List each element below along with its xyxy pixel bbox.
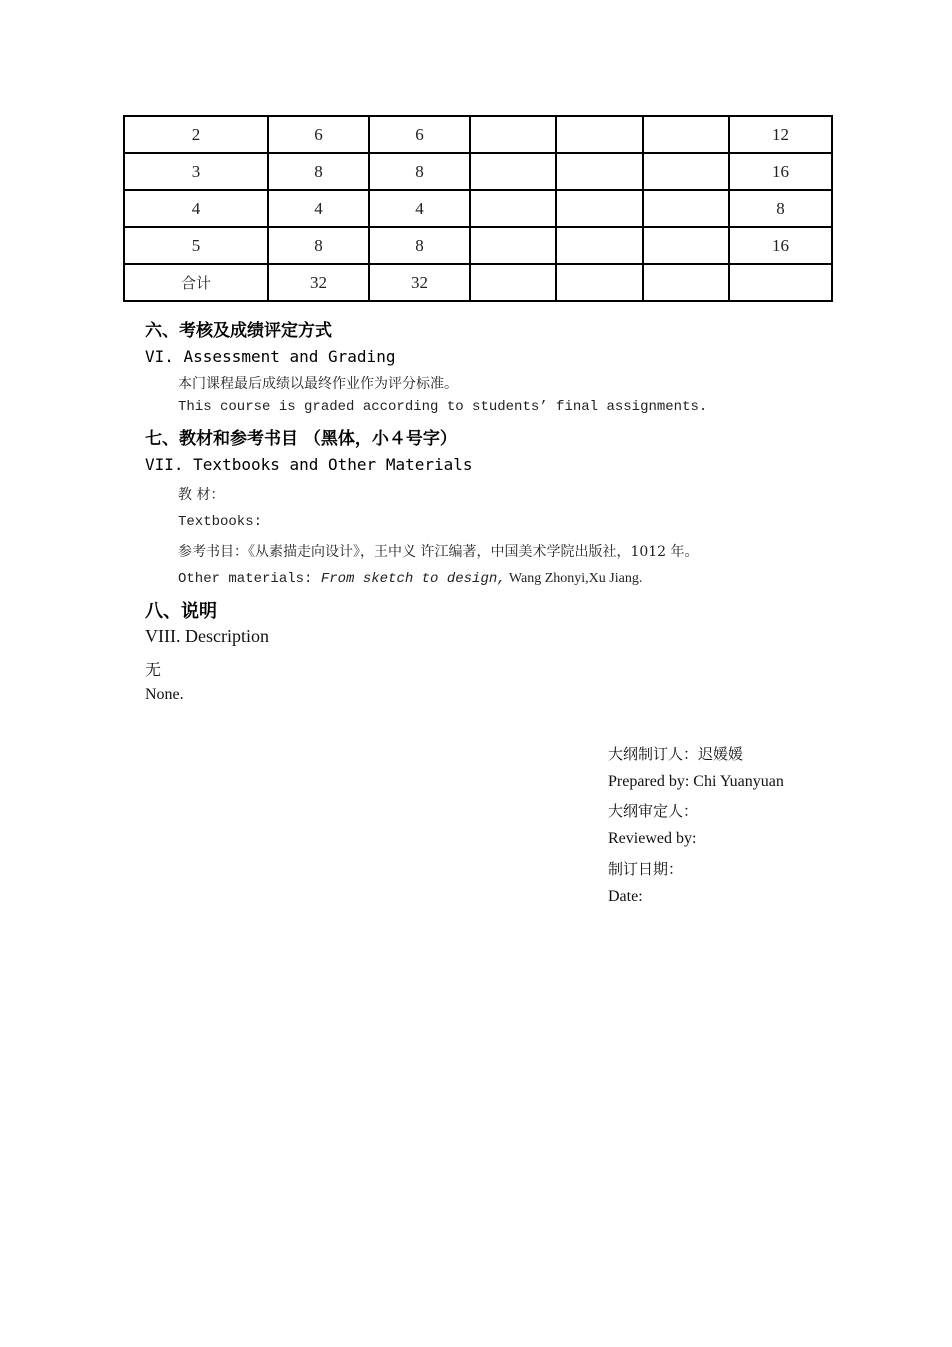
table-cell: 3 [124, 153, 268, 190]
section7-title-cn: 七、教材和参考书目 （黑体，小４号字） [145, 429, 457, 449]
table-cell [470, 116, 556, 153]
prepared-by-cn: 大纲制订人：迟媛媛 [608, 745, 744, 763]
table-cell: 16 [729, 227, 832, 264]
table-cell: 32 [369, 264, 470, 301]
section6-title-cn: 六、考核及成绩评定方式 [145, 321, 332, 341]
table-cell: 8 [268, 153, 369, 190]
reviewed-by-en: Reviewed by: [608, 830, 697, 847]
section6-title-en: VI. Assessment and Grading [145, 347, 396, 366]
table-cell: 8 [729, 190, 832, 227]
section6-body-en: This course is graded according to students’ final assignments. [178, 399, 708, 415]
table-cell [470, 190, 556, 227]
table-cell: 32 [268, 264, 369, 301]
table-cell [470, 227, 556, 264]
table-row [124, 227, 832, 264]
table-cell: 6 [369, 116, 470, 153]
table-cell: 16 [729, 153, 832, 190]
reviewed-by-cn: 大纲审定人： [608, 802, 699, 820]
table-row [124, 264, 832, 301]
reference-cn: 参考书目：《从素描走向设计》，王中义 许江编著，中国美术学院出版社，1012 年。 [178, 544, 699, 560]
reference-en [178, 571, 642, 587]
table-cell: 5 [124, 227, 268, 264]
table-cell [470, 264, 556, 301]
table-cell: 合计 [124, 264, 268, 301]
section8-body-en: None. [145, 686, 184, 703]
section8-title-cn: 八、说明 [145, 601, 217, 622]
date-en: Date: [608, 888, 643, 905]
section6-body-cn: 本门课程最后成绩以最终作业作为评分标准。 [178, 376, 458, 392]
table-cell [643, 264, 729, 301]
reference-en-title: From sketch to design, [320, 571, 506, 587]
reference-en-prefix: Other materials: [178, 571, 321, 587]
table-cell [643, 190, 729, 227]
section8-title-en: VIII. Description [145, 626, 269, 646]
section7-title-en: VII. Textbooks and Other Materials [145, 455, 473, 474]
prepared-by-en: Prepared by: Chi Yuanyuan [608, 773, 784, 790]
table-cell [556, 227, 643, 264]
date-cn: 制订日期： [608, 860, 684, 878]
section8-body-cn: 无 [145, 660, 162, 679]
table-cell [556, 153, 643, 190]
textbook-label-en: Textbooks: [178, 514, 263, 530]
hours-table [123, 115, 833, 302]
table-cell [556, 190, 643, 227]
table-cell: 4 [369, 190, 470, 227]
table-row [124, 190, 832, 227]
table-cell [643, 227, 729, 264]
table-cell: 4 [124, 190, 268, 227]
hours-table-body [124, 116, 832, 301]
table-cell: 8 [268, 227, 369, 264]
table-cell [470, 153, 556, 190]
textbook-label-cn: 教 材： [178, 487, 225, 503]
table-cell [556, 116, 643, 153]
table-row [124, 153, 832, 190]
table-cell: 4 [268, 190, 369, 227]
table-cell [643, 153, 729, 190]
table-cell: 12 [729, 116, 832, 153]
reference-en-authors: Wang Zhonyi,Xu Jiang. [505, 571, 643, 586]
table-cell [556, 264, 643, 301]
table-cell: 8 [369, 153, 470, 190]
table-cell [643, 116, 729, 153]
table-row [124, 116, 832, 153]
table-cell [729, 264, 832, 301]
table-cell: 6 [268, 116, 369, 153]
table-cell: 2 [124, 116, 268, 153]
table-cell: 8 [369, 227, 470, 264]
